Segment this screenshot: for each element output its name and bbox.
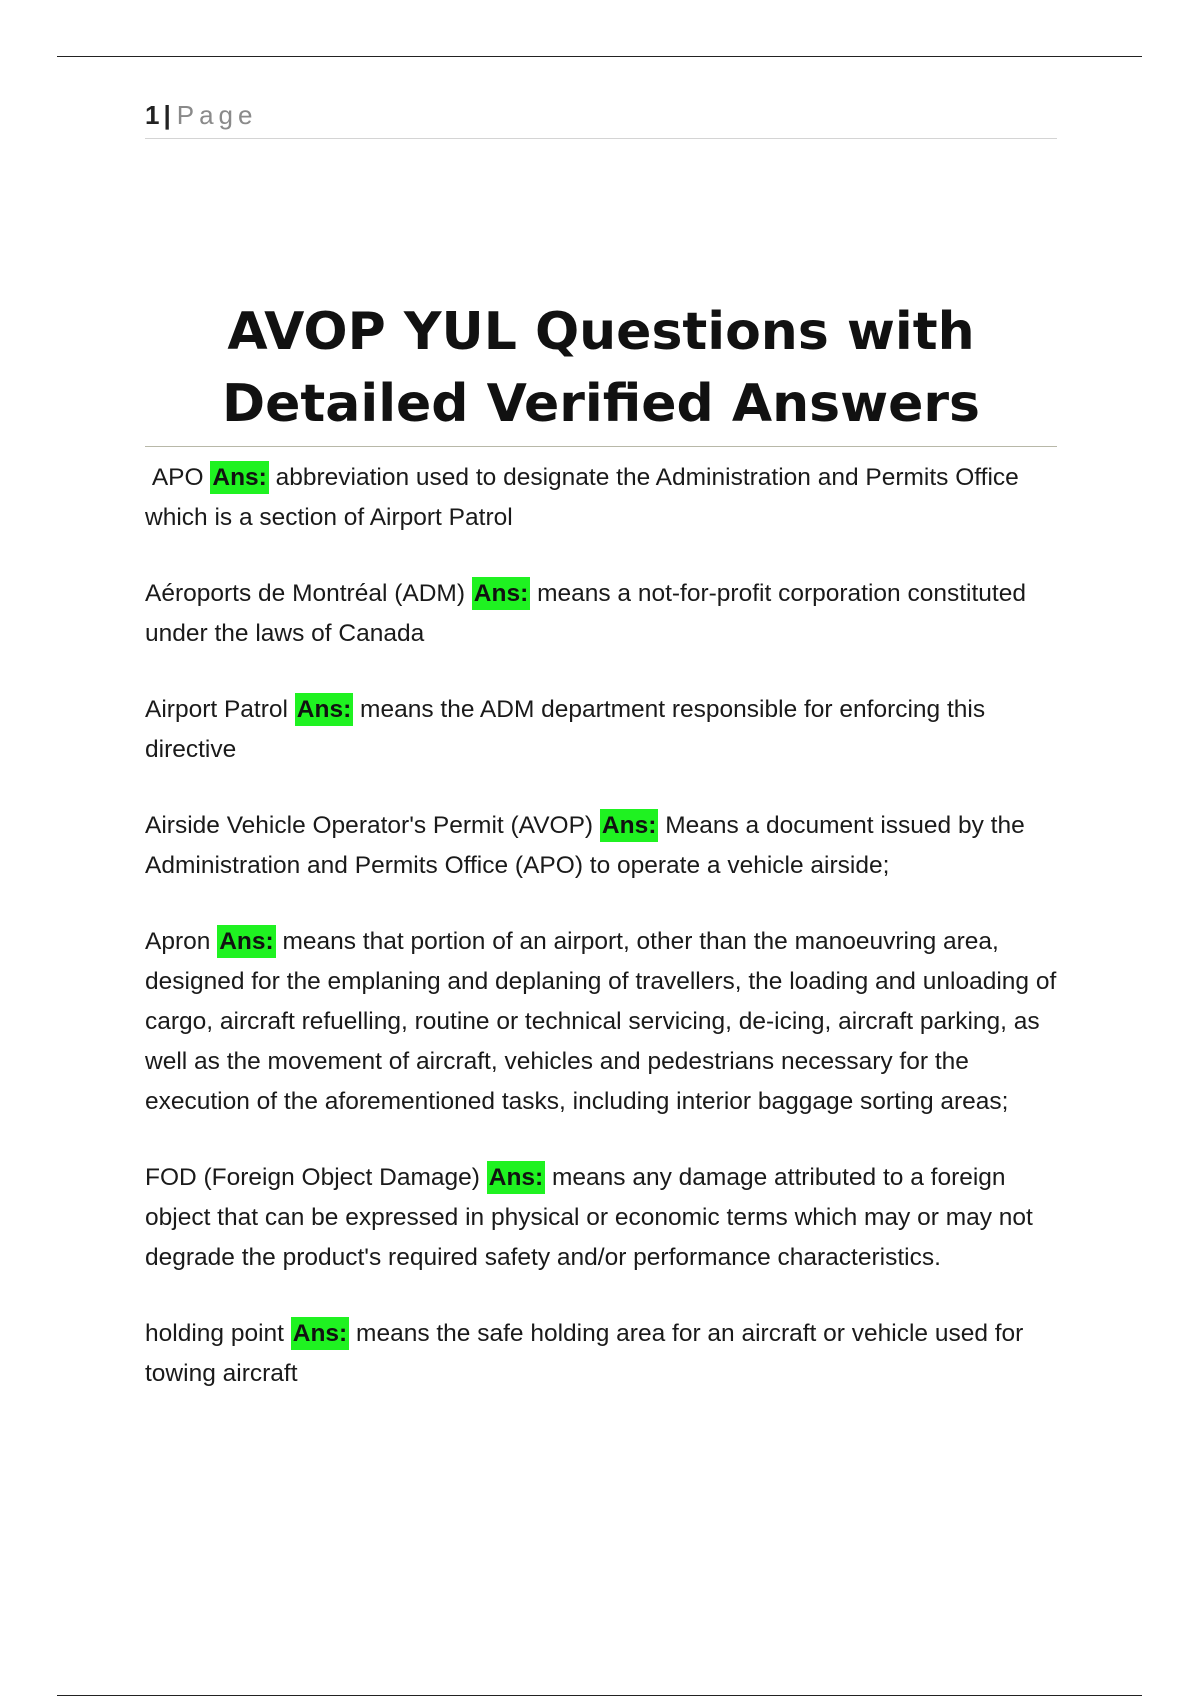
qa-term: Airside Vehicle Operator's Permit (AVOP) (145, 812, 594, 839)
ans-label: Ans: (217, 925, 275, 958)
page-number: 1 (145, 100, 160, 130)
ans-label: Ans: (600, 809, 658, 842)
qa-definition: means a not-for-profit corporation constituted under the laws of Canada (145, 580, 1026, 647)
qa-item-apron (145, 922, 1070, 1122)
qa-term: Airport Patrol (145, 696, 288, 723)
qa-definition: Means a document issued by the Administration and Permits Office (APO) to operate a vehicle airside; (145, 812, 1025, 879)
document-title (145, 296, 1057, 447)
qa-definition: means the ADM department responsible for enforcing this directive (145, 696, 986, 763)
ans-label: Ans: (295, 693, 353, 726)
top-rule (57, 56, 1142, 57)
ans-label: Ans: (487, 1161, 545, 1194)
qa-term: Apron (145, 928, 211, 955)
qa-item-holding-point (145, 1314, 1070, 1394)
title-line-1: AVOP YUL Questions with (227, 302, 975, 362)
qa-definition: means any damage attributed to a foreign object that can be expressed in physical or economic terms which may or may not degrade the product's required safety and/or performance characteristics. (145, 1164, 1033, 1271)
qa-item-adm (145, 574, 1070, 654)
qa-term: Aéroports de Montréal (ADM) (145, 580, 465, 607)
qa-definition: abbreviation used to designate the Administration and Permits Office which is a section of Airport Patrol (145, 464, 1026, 531)
qa-definition: means the safe holding area for an aircraft or vehicle used for towing aircraft (145, 1320, 1024, 1387)
title-line-2: Detailed Verified Answers (221, 374, 980, 434)
qa-term: holding point (145, 1320, 284, 1347)
qa-item-apo (145, 458, 1070, 538)
qa-term: APO (145, 464, 204, 491)
qa-item-avop (145, 806, 1070, 886)
page-header (145, 98, 1057, 139)
ans-label: Ans: (291, 1317, 349, 1350)
page-separator: | (163, 100, 171, 130)
qa-term: FOD (Foreign Object Damage) (145, 1164, 480, 1191)
qa-item-airport-patrol (145, 690, 1070, 770)
qa-definition: means that portion of an airport, other than the manoeuvring area, designed for the emplaning and deplaning of travellers, the loading and unloading of cargo, aircraft refuelling, routine or technical servicing, de-icing, aircraft parking, as well as the movement of aircraft, vehicles and pedestrians necessary for the execution of the aforementioned tasks, including interior baggage sorting areas; (145, 928, 1057, 1115)
ans-label: Ans: (210, 461, 268, 494)
qa-list (145, 458, 1070, 1430)
qa-item-fod (145, 1158, 1070, 1278)
ans-label: Ans: (472, 577, 530, 610)
bottom-rule (57, 1695, 1142, 1696)
page-label: Page (176, 100, 258, 130)
